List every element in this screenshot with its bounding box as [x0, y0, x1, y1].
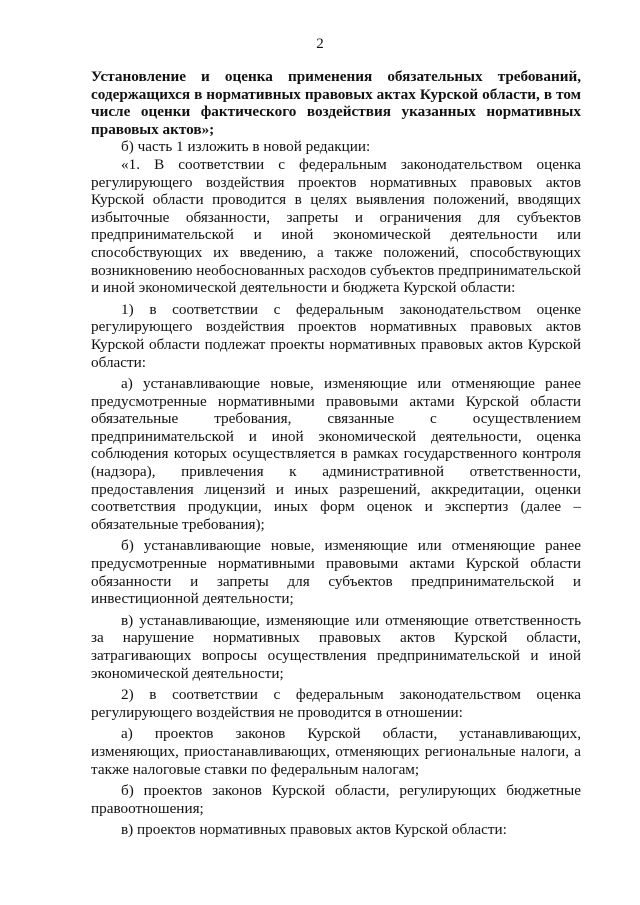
section-heading: Установление и оценка применения обязательных требований, содержащихся в нормативных правовых актах Курской области, в том числе оценки фактического воздействия указанных нормативных правовых актов»;	[91, 68, 581, 138]
paragraph-exclusion-b: б) проектов законов Курской области, регулирующих бюджетные правоотношения;	[91, 782, 581, 817]
paragraph-item-b: б) устанавливающие новые, изменяющие или отменяющие ранее предусмотренные нормативными правовыми актами Курской области обязанности и запреты для субъектов предпринимательской и инвестиционной деятельности;	[91, 537, 581, 608]
paragraph-amendment-b: б) часть 1 изложить в новой редакции:	[121, 138, 371, 156]
paragraph-exclusion-a: а) проектов законов Курской области, устанавливающих, изменяющих, приостанавливающих, отменяющих региональные налоги, а также налоговые ставки по федеральным налогам;	[91, 725, 581, 778]
paragraph-item-v: в) устанавливающие, изменяющие или отменяющие ответственность за нарушение нормативных правовых актов Курской области, затрагивающих вопросы осуществления предпринимательской и иной экономической деятельности;	[91, 611, 581, 682]
paragraph-subclause-1: 1) в соответствии с федеральным законодательством оценке регулирующего воздействия проектов нормативных правовых актов Курской области подлежат проекты нормативных правовых актов Курской области:	[91, 300, 581, 371]
paragraph-item-a: а) устанавливающие новые, изменяющие или отменяющие ранее предусмотренные нормативными правовыми актами Курской области обязательные требования, связанные с осуществлением предпринимательской и иной экономической деятельности, оценка соблюдения которых осуществляется в рамках государственного контроля (надзора), привлечения к административной ответственности, предоставления лицензий и иных разрешений, аккредитации, оценки соответствия продукции, иных форм оценок и экспертиз (далее – обязательные требования);	[91, 375, 581, 533]
document-body	[91, 68, 581, 839]
paragraph-subclause-2: 2) в соответствии с федеральным законодательством оценка регулирующего воздействия не проводится в отношении:	[91, 686, 581, 721]
paragraph-clause-1: «1. В соответствии с федеральным законодательством оценка регулирующего воздействия проектов нормативных правовых актов Курской области проводится в целях выявления положений, вводящих избыточные обязанности, запреты и ограничения для субъектов предпринимательской и иной экономической деятельности или способствующих их введению, а также положений, способствующих возникновению необоснованных расходов субъектов предпринимательской и иной экономической деятельности и бюджета Курской области:	[91, 155, 581, 297]
page-number: 2	[316, 36, 324, 52]
paragraph-exclusion-v: в) проектов нормативных правовых актов Курской области:	[121, 821, 507, 839]
